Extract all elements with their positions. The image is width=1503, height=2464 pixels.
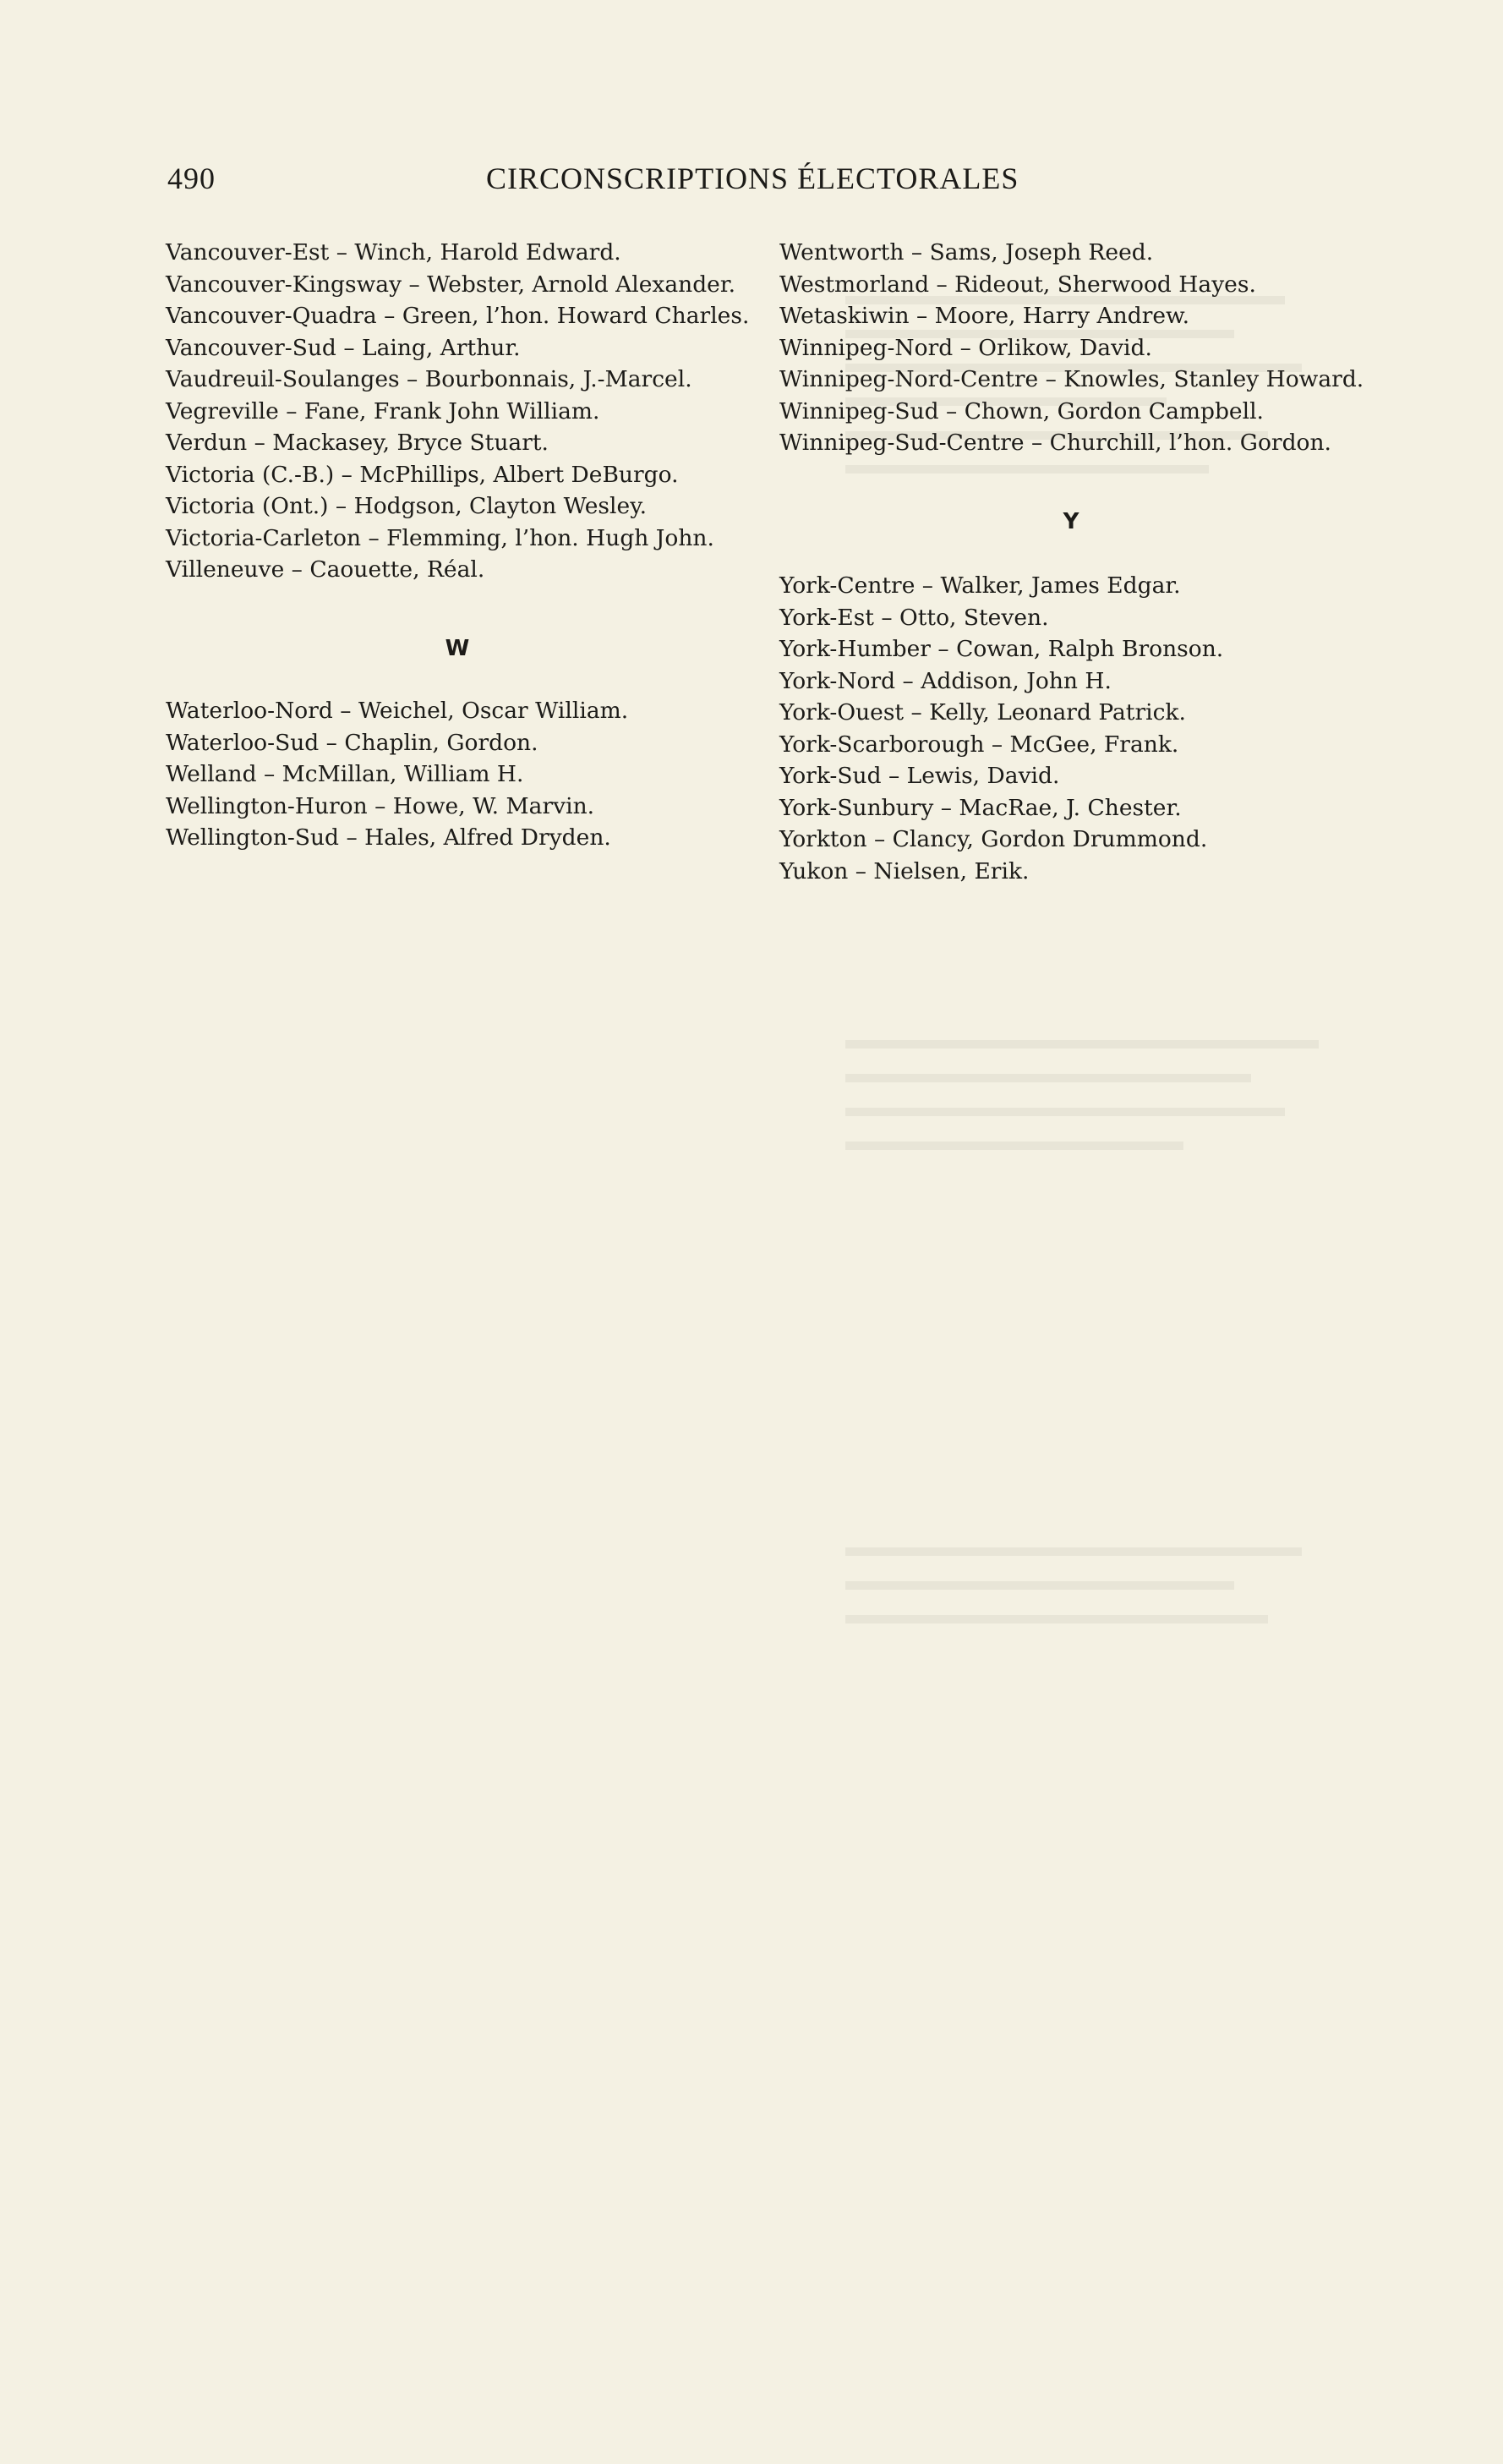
riding-entry: Wetaskiwin – Moore, Harry Andrew. [779,303,1190,329]
right-column [779,237,1388,887]
riding-entry: York-Nord – Addison, John H. [779,667,1112,694]
page-title: CIRCONSCRIPTIONS ÉLECTORALES [486,162,1019,195]
entry-list-v [166,237,774,586]
riding-entry: Vaudreuil-Soulanges – Bourbonnais, J.-Marcel. [166,366,692,392]
riding-entry: York-Ouest – Kelly, Leonard Patrick. [779,699,1186,726]
riding-entry: Yukon – Nielsen, Erik. [779,857,1030,884]
riding-entry: York-Humber – Cowan, Ralph Bronson. [779,636,1224,662]
riding-entry: York-Scarborough – McGee, Frank. [779,731,1179,758]
riding-entry: Vancouver-Sud – Laing, Arthur. [166,334,521,361]
riding-entry: Vancouver-Est – Winch, Harold Edward. [166,239,621,266]
riding-entry: Winnipeg-Nord – Orlikow, David. [779,334,1152,361]
riding-entry: Victoria (C.-B.) – McPhillips, Albert DeBurgo. [166,461,679,488]
entry-list-w [166,695,774,854]
riding-entry: Winnipeg-Nord-Centre – Knowles, Stanley Howard. [779,366,1364,392]
riding-entry: Westmorland – Rideout, Sherwood Hayes. [779,271,1256,298]
section-letter-y: Y [1063,508,1079,534]
riding-entry: Vegreville – Fane, Frank John William. [166,397,600,424]
riding-entry: Victoria-Carleton – Flemming, l’hon. Hugh John. [166,524,714,551]
riding-entry: Winnipeg-Sud – Chown, Gordon Campbell. [779,397,1264,424]
riding-entry: Verdun – Mackasey, Bryce Stuart. [166,430,549,456]
entry-list-w-continued [779,237,1388,459]
riding-entry: Vancouver-Quadra – Green, l’hon. Howard Charles. [166,303,750,329]
riding-entry: York-Centre – Walker, James Edgar. [779,572,1181,599]
riding-entry: Winnipeg-Sud-Centre – Churchill, l’hon. Gordon. [779,430,1331,456]
riding-entry: York-Sunbury – MacRae, J. Chester. [779,794,1182,821]
riding-entry: Yorkton – Clancy, Gordon Drummond. [779,826,1208,852]
section-letter-w: W [445,635,470,661]
page-number: 490 [167,162,216,195]
riding-entry: York-Sud – Lewis, David. [779,763,1060,789]
riding-entry: Waterloo-Sud – Chaplin, Gordon. [166,729,538,756]
riding-entry: York-Est – Otto, Steven. [779,604,1049,631]
riding-entry: Wellington-Huron – Howe, W. Marvin. [166,792,595,819]
riding-entry: Waterloo-Nord – Weichel, Oscar William. [166,698,629,724]
riding-entry: Victoria (Ont.) – Hodgson, Clayton Wesley. [166,493,648,519]
left-column [166,237,774,854]
riding-entry: Wellington-Sud – Hales, Alfred Dryden. [166,824,611,851]
riding-entry: Welland – McMillan, William H. [166,761,524,787]
entry-list-y [779,570,1388,887]
riding-entry: Wentworth – Sams, Joseph Reed. [779,239,1154,266]
riding-entry: Villeneuve – Caouette, Réal. [166,556,485,583]
riding-entry: Vancouver-Kingsway – Webster, Arnold Alexander. [166,271,736,298]
